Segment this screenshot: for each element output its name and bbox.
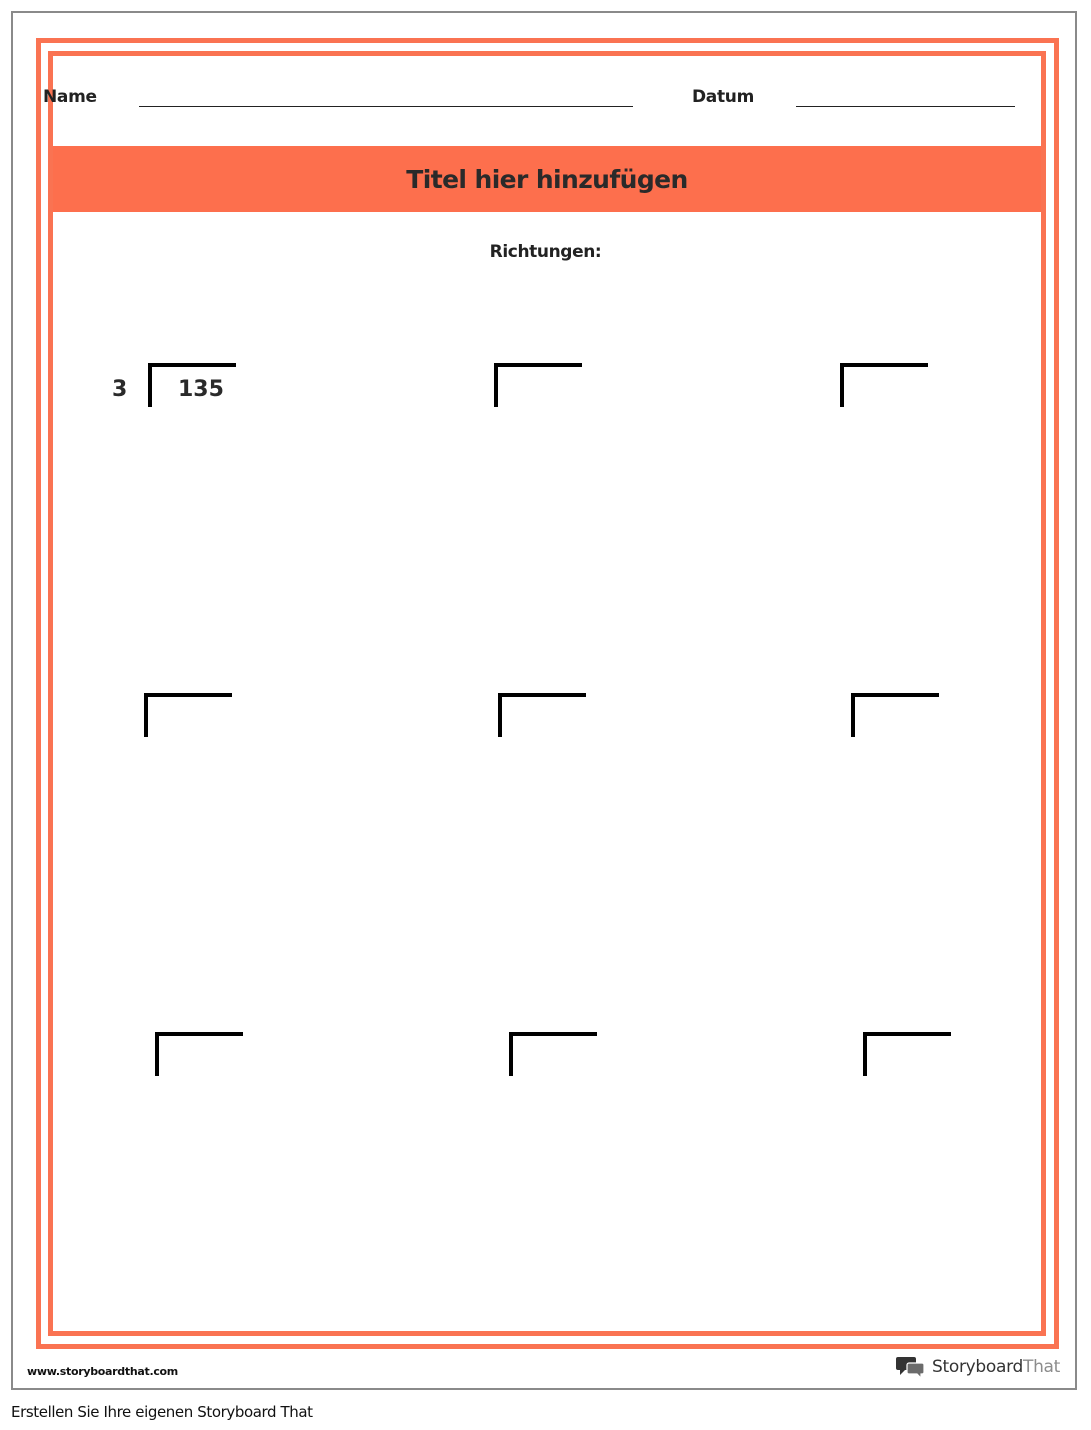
problem-4-division-bracket bbox=[144, 693, 232, 737]
problem-1-dividend[interactable]: 135 bbox=[178, 377, 224, 402]
title-banner bbox=[53, 146, 1041, 212]
brand-name-dark: Storyboard bbox=[932, 1357, 1023, 1377]
speech-bubbles-icon bbox=[896, 1355, 926, 1379]
problem-2-division-bracket bbox=[494, 363, 582, 407]
brand-name-light: That bbox=[1023, 1357, 1061, 1377]
problem-1-divisor[interactable]: 3 bbox=[112, 377, 128, 402]
page-caption[interactable]: Erstellen Sie Ihre eigenen Storyboard That bbox=[11, 1403, 313, 1421]
problem-8-division-bracket bbox=[509, 1032, 597, 1076]
name-label: Name bbox=[43, 87, 97, 107]
worksheet-title[interactable]: Titel hier hinzufügen bbox=[406, 164, 688, 194]
date-line[interactable] bbox=[796, 106, 1015, 107]
directions-label[interactable]: Richtungen: bbox=[489, 242, 602, 262]
date-label: Datum bbox=[692, 87, 755, 107]
problem-7-division-bracket bbox=[155, 1032, 243, 1076]
problem-9-division-bracket bbox=[863, 1032, 951, 1076]
problem-6-division-bracket bbox=[851, 693, 939, 737]
problem-3-division-bracket bbox=[840, 363, 928, 407]
footer-url[interactable]: www.storyboardthat.com bbox=[27, 1365, 178, 1378]
name-line[interactable] bbox=[139, 106, 633, 107]
problem-5-division-bracket bbox=[498, 693, 586, 737]
storyboardthat-logo[interactable] bbox=[896, 1354, 1060, 1380]
